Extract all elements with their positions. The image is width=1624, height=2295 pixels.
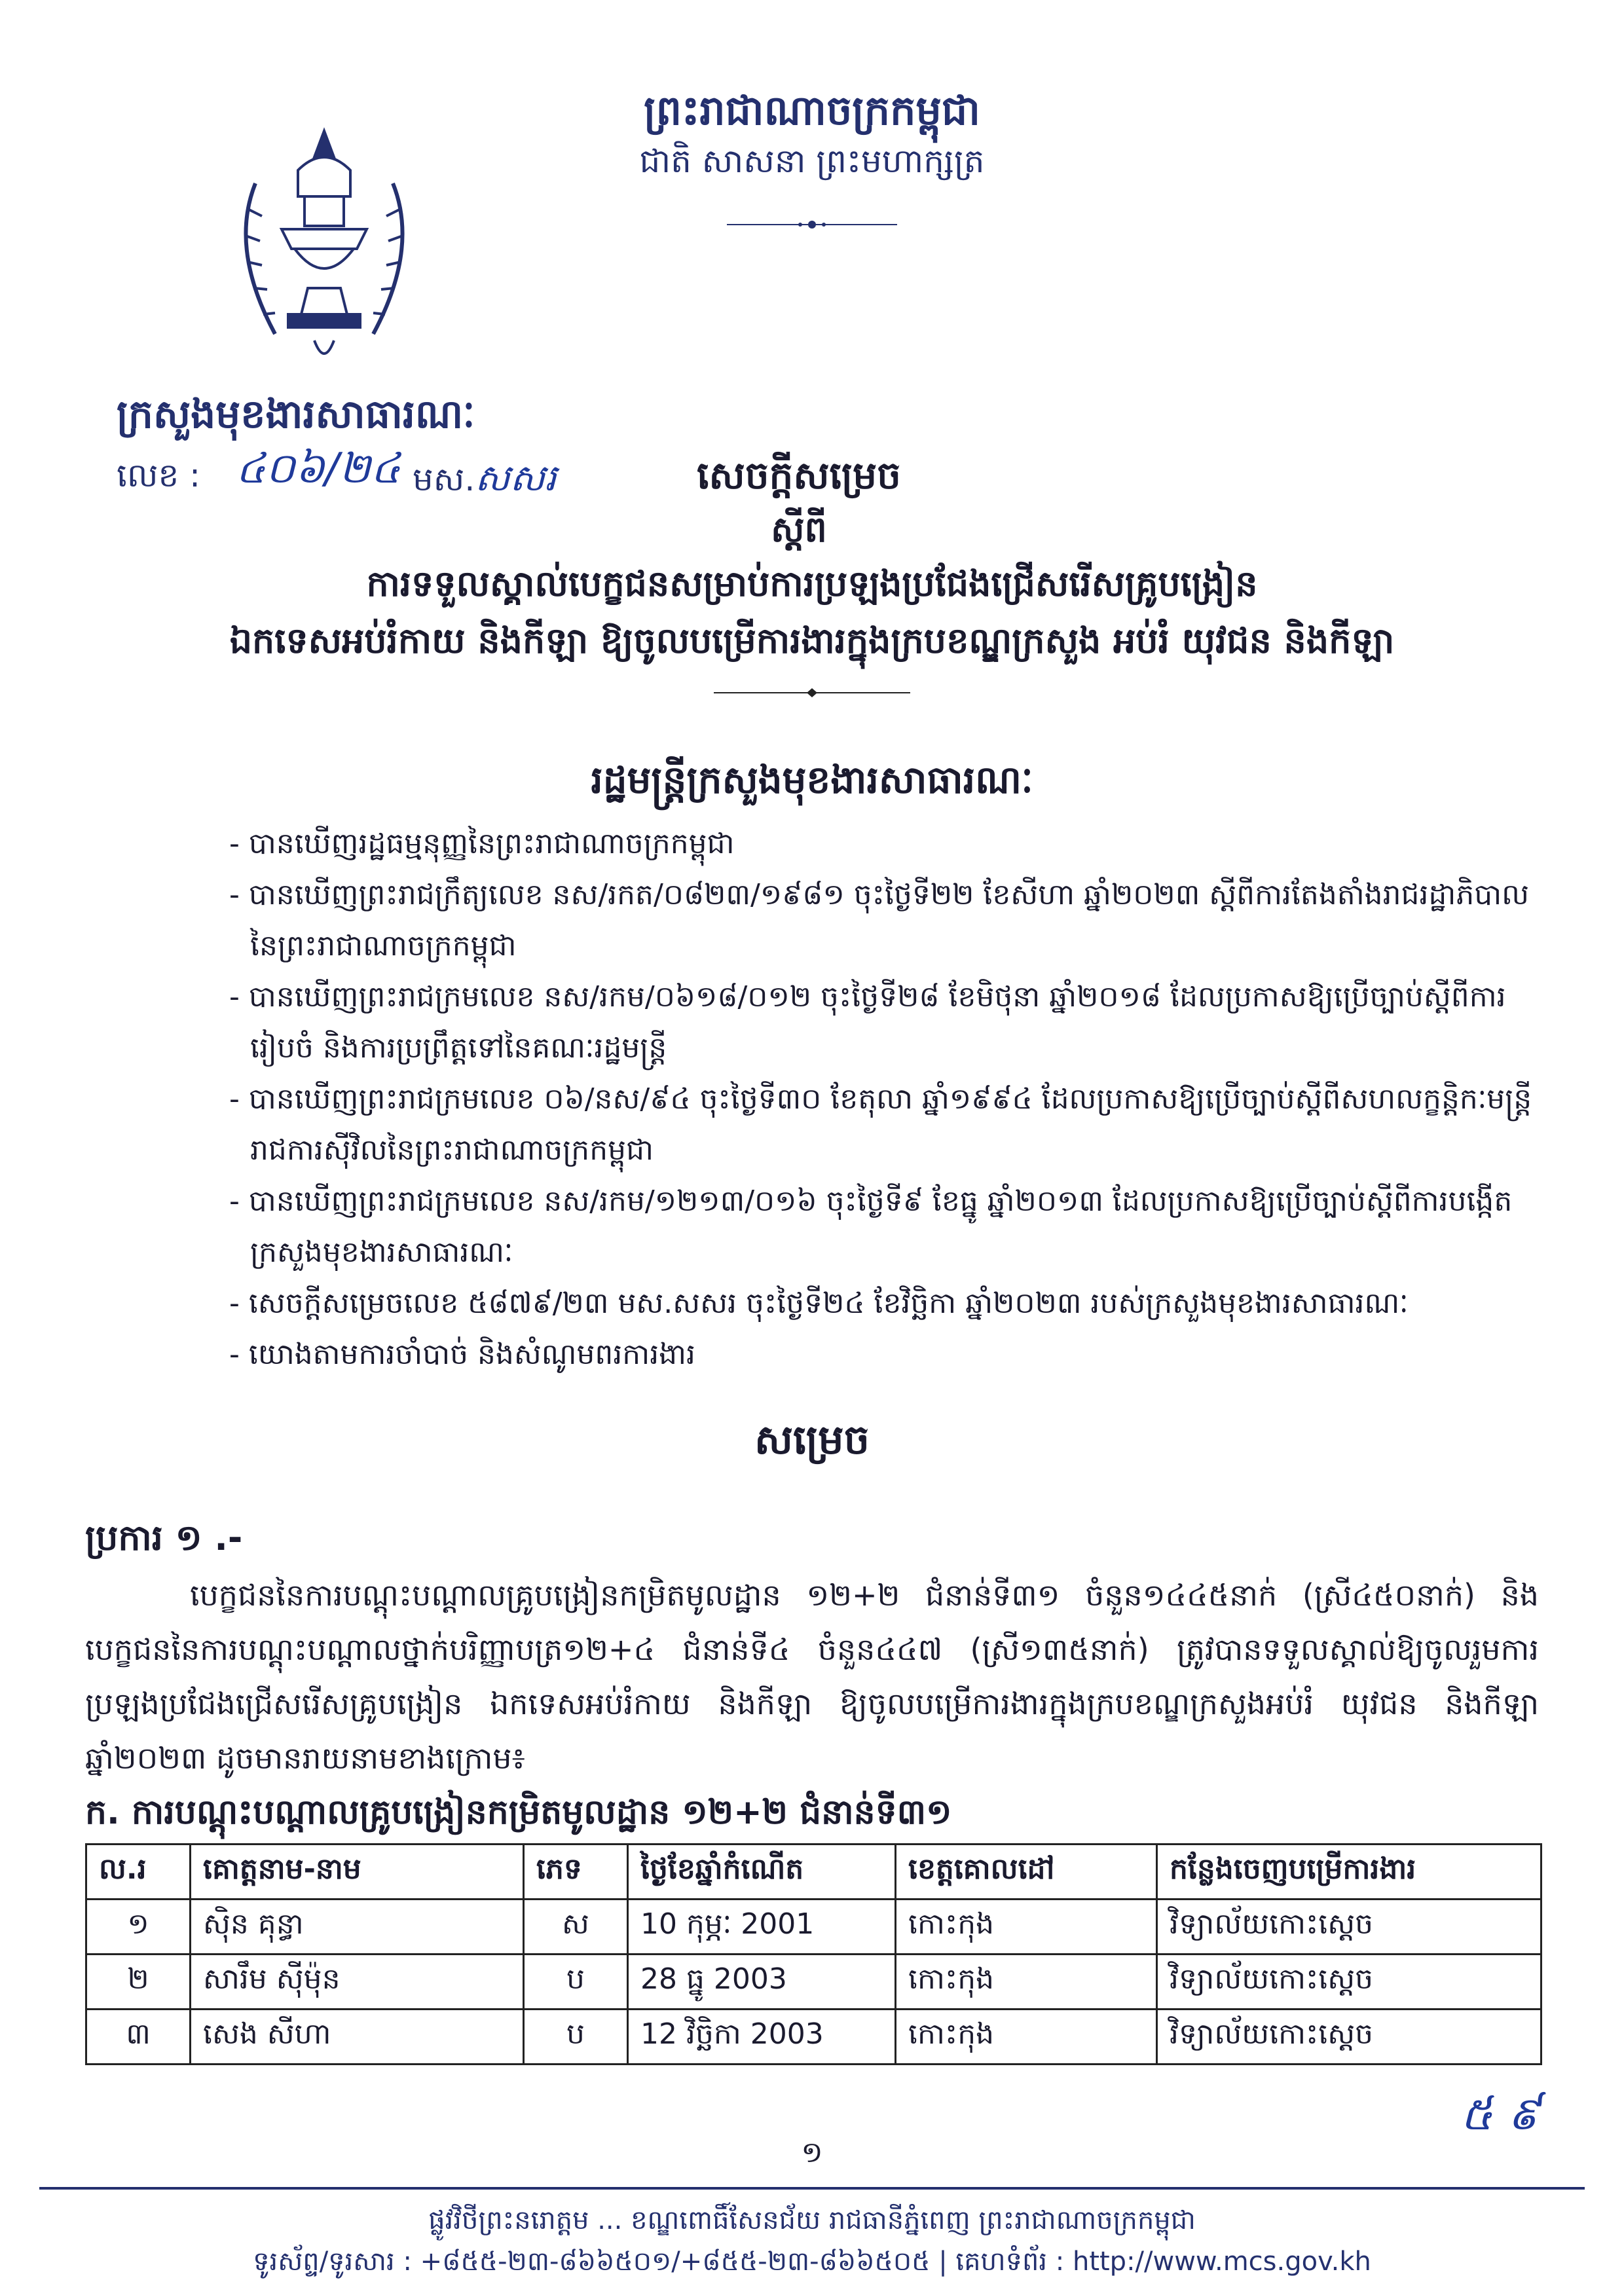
col-name: គោត្តនាម-នាម xyxy=(191,1845,524,1900)
table-row xyxy=(86,2010,1541,2065)
cell-number: ៣ xyxy=(86,2010,191,2065)
footer-contact: ទូរស័ព្ទ/ទូរសារ : +៨៥៥-២៣-៨៦៦៥០១/+៨៥៥-២៣-៨៦៦៥០៥ | គេហទំព័រ : http://www.mcs.gov.kh xyxy=(253,2247,1371,2277)
consideration-item: - សេចក្តីសម្រេចលេខ ៥៨៧៩/២៣ មស.សសរ ចុះថ្ងៃទី២៤ ខែវិច្ឆិកា ឆ្នាំ២០២៣ របស់ក្រសួងមុខងារសាធារណៈ xyxy=(229,1287,1409,1320)
table-header-row xyxy=(86,1845,1541,1900)
handwritten-mark: ៥ ៩ xyxy=(1460,2087,1540,2140)
ministry-emblem xyxy=(216,118,432,380)
consideration-item: - បានឃើញព្រះរាជក្រមលេខ នស/រកម/០៦១៨/០១២ ចុះថ្ងៃទី២៨ ខែមិថុនា ឆ្នាំ២០១៨ ដែលប្រកាសឱ្យប្រើច្បាប់ស្តីពីការរៀបចំ និងការប្រព្រឹត្តទៅនៃគណៈរដ្ឋមន្ត្រី xyxy=(229,980,1506,1065)
cell-name: ស៊ិន គុន្ធា xyxy=(191,1900,524,1955)
subject-line-2: ឯកទេសអប់រំកាយ និងកីឡា ឱ្យចូលបម្រើការងារក្នុងក្របខណ្ឌក្រសួង អប់រំ យុវជន និងកីឡា xyxy=(229,620,1395,661)
col-number: ល.រ xyxy=(86,1845,191,1900)
ornament-divider xyxy=(714,688,910,698)
cell-workplace: វិទ្យាល័យកោះស្តេច xyxy=(1157,1955,1541,2010)
candidate-table xyxy=(85,1843,1542,2065)
page-number: ១ xyxy=(801,2136,823,2169)
section-title: ក. ការបណ្តុះបណ្តាលគ្រូបង្រៀនកម្រិតមូលដ្ឋាន ១២+២ ជំនាន់ទី៣១ xyxy=(85,1793,952,1832)
ornament-divider xyxy=(727,219,897,230)
cell-dob: 28 ធ្នូ 2003 xyxy=(628,1955,896,2010)
consideration-item: - យោងតាមការចាំបាច់ និងសំណូមពរការងារ xyxy=(229,1338,696,1371)
consideration-item: - បានឃើញរដ្ឋធម្មនុញ្ញនៃព្រះរាជាណាចក្រកម្ពុជា xyxy=(229,827,735,860)
footer-divider xyxy=(39,2187,1585,2190)
subject-line-1: ការទទួលស្គាល់បេក្ខជនសម្រាប់ការប្រឡងប្រជែងជ្រើសរើសគ្រូបង្រៀន xyxy=(366,563,1258,604)
reference-code-suffix: សសរ xyxy=(475,457,557,500)
document-about: ស្តីពី xyxy=(771,509,827,550)
cell-sex: ប xyxy=(524,2010,628,2065)
document-type: សេចក្តីសម្រេច xyxy=(697,453,901,498)
reference-number: ៤០៦/២៤ xyxy=(236,445,401,493)
cell-province: កោះកុង xyxy=(896,1955,1157,2010)
table-row xyxy=(86,1955,1541,2010)
cell-workplace: វិទ្យាល័យកោះស្តេច xyxy=(1157,1900,1541,1955)
cell-dob: 12 វិច្ឆិកា 2003 xyxy=(628,2010,896,2065)
ministry-name: ក្រសួងមុខងារសាធារណៈ xyxy=(117,392,475,437)
article-heading: ប្រការ ១ .- xyxy=(85,1517,243,1558)
col-dob: ថ្ងៃខែឆ្នាំកំណើត xyxy=(628,1845,896,1900)
cell-province: កោះកុង xyxy=(896,1900,1157,1955)
decision-heading: សម្រេច xyxy=(754,1416,870,1463)
col-workplace: កន្លែងចេញបម្រើការងារ xyxy=(1157,1845,1541,1900)
cell-dob: 10 កុម្ភៈ 2001 xyxy=(628,1900,896,1955)
reference-label: លេខ : xyxy=(117,456,200,494)
reference-code-prefix: មស. xyxy=(413,460,475,498)
table-row xyxy=(86,1900,1541,1955)
cell-name: សេង សីហា xyxy=(191,2010,524,2065)
considerations-list xyxy=(229,818,1532,1380)
article-text: បេក្ខជននៃការបណ្តុះបណ្តាលគ្រូបង្រៀនកម្រិតមូលដ្ឋាន ១២+២ ជំនាន់ទី៣១ ចំនួន១៤៤៥នាក់ (ស្រី៤៥០នាក់) និងបេក្ខជននៃការបណ្តុះបណ្តាលថ្នាក់បរិញ្ញាបត្រ១២+៤ ជំនាន់ទី៤ ចំនួន៤៤៧ (ស្រី១៣៥នាក់) ត្រូវបានទទួលស្គាល់ឱ្យចូលរួមការប្រឡងប្រជែងជ្រើសរើសគ្រូបង្រៀន ឯកទេសអប់រំកាយ និងកីឡា ឱ្យចូលបម្រើការងារក្នុងក្របខណ្ឌក្រសួងអប់រំ យុវជន និងកីឡា ឆ្នាំ២០២៣ ដូចមានរាយនាមខាងក្រោម៖ xyxy=(85,1577,1539,1776)
cell-workplace: វិទ្យាល័យកោះស្តេច xyxy=(1157,2010,1541,2065)
cell-sex: ប xyxy=(524,1955,628,2010)
minister-heading: រដ្ឋមន្ត្រីក្រសួងមុខងារសាធារណៈ xyxy=(591,758,1033,802)
consideration-item: - បានឃើញព្រះរាជក្រមលេខ នស/រកម/១២១៣/០១៦ ចុះថ្ងៃទី៩ ខែធ្នូ ឆ្នាំ២០១៣ ដែលប្រកាសឱ្យប្រើច្បាប់ស្តីពីការបង្កើតក្រសួងមុខងារសាធារណៈ xyxy=(229,1184,1513,1269)
col-sex: ភេទ xyxy=(524,1845,628,1900)
col-province: ខេត្តគោលដៅ xyxy=(896,1845,1157,1900)
cell-sex: ស xyxy=(524,1900,628,1955)
footer-address: ផ្លូវវិថីព្រះនរោត្តម ... ខណ្ឌពោធិ៍សែនជ័យ រាជធានីភ្នំពេញ ព្រះរាជាណាចក្រកម្ពុជា xyxy=(428,2205,1196,2235)
consideration-item: - បានឃើញព្រះរាជក្រមលេខ ០៦/នស/៩៤ ចុះថ្ងៃទី៣០ ខែតុលា ឆ្នាំ១៩៩៤ ដែលប្រកាសឱ្យប្រើច្បាប់ស្តីពីសហលក្ខន្តិកៈមន្ត្រីរាជការស៊ីវិលនៃព្រះរាជាណាចក្រកម្ពុជា xyxy=(229,1082,1532,1167)
cell-number: ២ xyxy=(86,1955,191,2010)
cell-name: សារឹម ស៊ីម៉ុន xyxy=(191,1955,524,2010)
cell-number: ១ xyxy=(86,1900,191,1955)
national-motto: ជាតិ សាសនា ព្រះមហាក្សត្រ xyxy=(639,142,985,180)
consideration-item: - បានឃើញព្រះរាជក្រឹត្យលេខ នស/រកត/០៨២៣/១៩៨១ ចុះថ្ងៃទី២២ ខែសីហា ឆ្នាំ២០២៣ ស្តីពីការតែងតាំងរាជរដ្ឋាភិបាល នៃព្រះរាជាណាចក្រកម្ពុជា xyxy=(229,878,1530,963)
cell-province: កោះកុង xyxy=(896,2010,1157,2065)
reference-code xyxy=(413,455,557,509)
kingdom-title: ព្រះរាជាណាចក្រកម្ពុជា xyxy=(644,86,980,134)
